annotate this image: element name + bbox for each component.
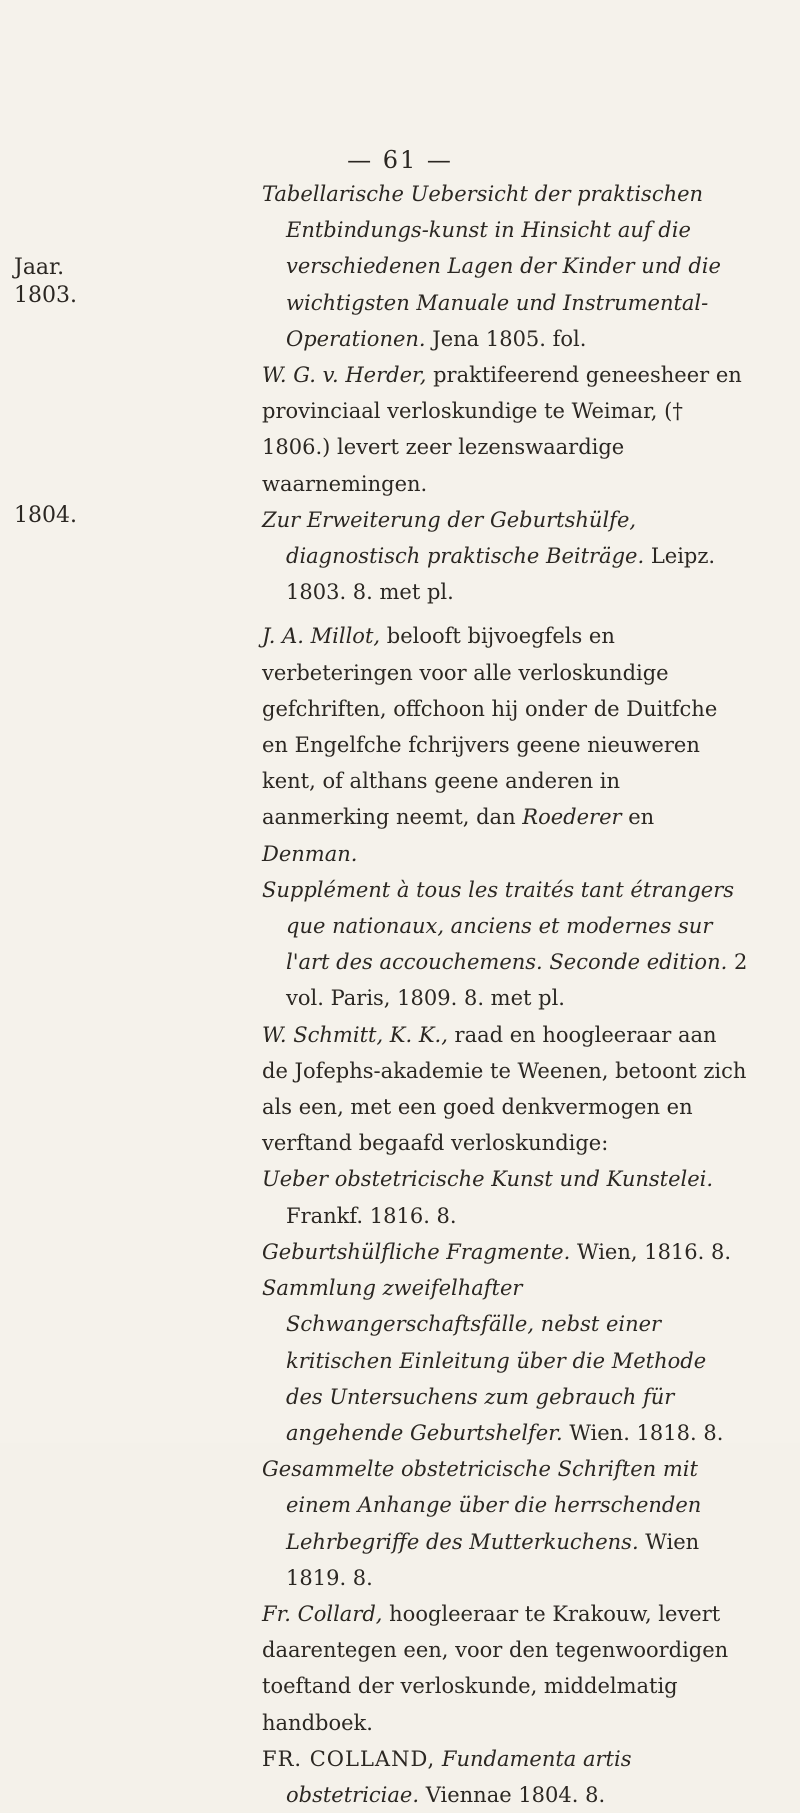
entry-title: Supplément à tous les traités tant étrangers que nationaux, anciens et modernes sur l'art des accouchemens. Seconde edition. bbox=[262, 877, 735, 975]
author-paragraph bbox=[262, 1596, 748, 1741]
author-description: belooft bijvoegfels en verbeteringen voor alle verloskundige gefchriften, offchoon hij onder de Duitfche en Engelfche fchrijvers geene nieuweren kent, of althans geene anderen in aanmerking neemt, dan bbox=[262, 624, 718, 830]
entry-imprint: Wien 1819. 8. bbox=[286, 1529, 700, 1590]
entry-title: Fundamenta artis obstetriciae. bbox=[286, 1746, 632, 1807]
bibliography-entry bbox=[262, 872, 748, 1017]
bibliography-entry bbox=[262, 1451, 748, 1596]
margin-jaar-label: Jaar. bbox=[14, 255, 65, 280]
bibliography-entry bbox=[262, 1270, 748, 1451]
entry-title: Ueber obstetricische Kunst und Kunstelei. bbox=[262, 1167, 714, 1192]
cited-name-denman: Denman. bbox=[262, 841, 358, 866]
bibliography-entry bbox=[262, 1741, 748, 1813]
author-description: raad en hoogleeraar aan de Jofephs-akademie te Weenen, betoont zich als een, met een goed denkvermogen en verftand begaafd verloskundige: bbox=[262, 1022, 747, 1156]
entry-imprint: Viennae 1804. 8. bbox=[419, 1782, 606, 1807]
entry-imprint: 2 vol. Paris, 1809. 8. met pl. bbox=[286, 950, 748, 1011]
margin-year-1803: 1803. bbox=[14, 283, 77, 308]
author-paragraph bbox=[262, 618, 748, 871]
author-name: Fr. Collard, bbox=[262, 1601, 383, 1626]
entry-imprint: Frankf. 1816. 8. bbox=[286, 1203, 457, 1228]
entry-imprint: Wien. 1818. 8. bbox=[562, 1420, 724, 1445]
author-description: hoogleeraar te Krakouw, levert daarentegen een, voor den tegenwoordigen toeftand der verloskunde, middelmatig handboek. bbox=[262, 1601, 729, 1735]
author-name: J. A. Millot, bbox=[262, 624, 381, 649]
author-name: W. Schmitt, K. K., bbox=[262, 1022, 448, 1047]
margin-year-1804: 1804. bbox=[14, 503, 77, 528]
entry-imprint: Wien, 1816. 8. bbox=[570, 1239, 732, 1264]
entry-author-smallcaps: FR. COLLAND, bbox=[262, 1746, 436, 1771]
entry-title: Zur Erweiterung der Geburtshülfe, diagnostisch praktische Beiträge. bbox=[262, 507, 645, 569]
bibliography-entry bbox=[262, 502, 748, 611]
text-body bbox=[262, 176, 748, 1813]
page-number: — 61 — bbox=[347, 146, 453, 174]
conjunction: en bbox=[621, 805, 655, 830]
entry-title: Sammlung zweifelhafter Schwangerschaftsfälle, nebst einer kritischen Einleitung über die Methode des Untersuchens zum gebrauch für angehende Geburtshelfer. bbox=[262, 1276, 707, 1445]
bibliography-entry bbox=[262, 1161, 748, 1233]
author-description: praktifeerend geneesheer en provinciaal verloskundige te Weimar, († 1806.) levert zeer lezenswaardige waarnemingen. bbox=[262, 363, 742, 496]
entry-title: Tabellarische Uebersicht der praktischen Entbindungs-kunst in Hinsicht auf die verschiedenen Lagen der Kinder und die wichtigsten Manuale und Instrumental-Operationen. bbox=[262, 182, 721, 351]
author-paragraph bbox=[262, 1017, 748, 1162]
entry-title: Gesammelte obstetricische Schriften mit einem Anhange über die herrschenden Lehrbegriffe des Mutterkuchens. bbox=[262, 1457, 702, 1554]
author-paragraph bbox=[262, 357, 748, 502]
bibliography-entry bbox=[262, 176, 748, 357]
entry-imprint: Jena 1805. fol. bbox=[425, 326, 587, 351]
bibliography-entry bbox=[262, 1234, 748, 1270]
cited-name-roederer: Roederer bbox=[522, 805, 622, 830]
author-name: W. G. v. Herder, bbox=[262, 363, 427, 388]
entry-title: Geburtshülfliche Fragmente. bbox=[262, 1239, 571, 1264]
entry-imprint: Leipz. 1803. 8. met pl. bbox=[286, 544, 716, 605]
